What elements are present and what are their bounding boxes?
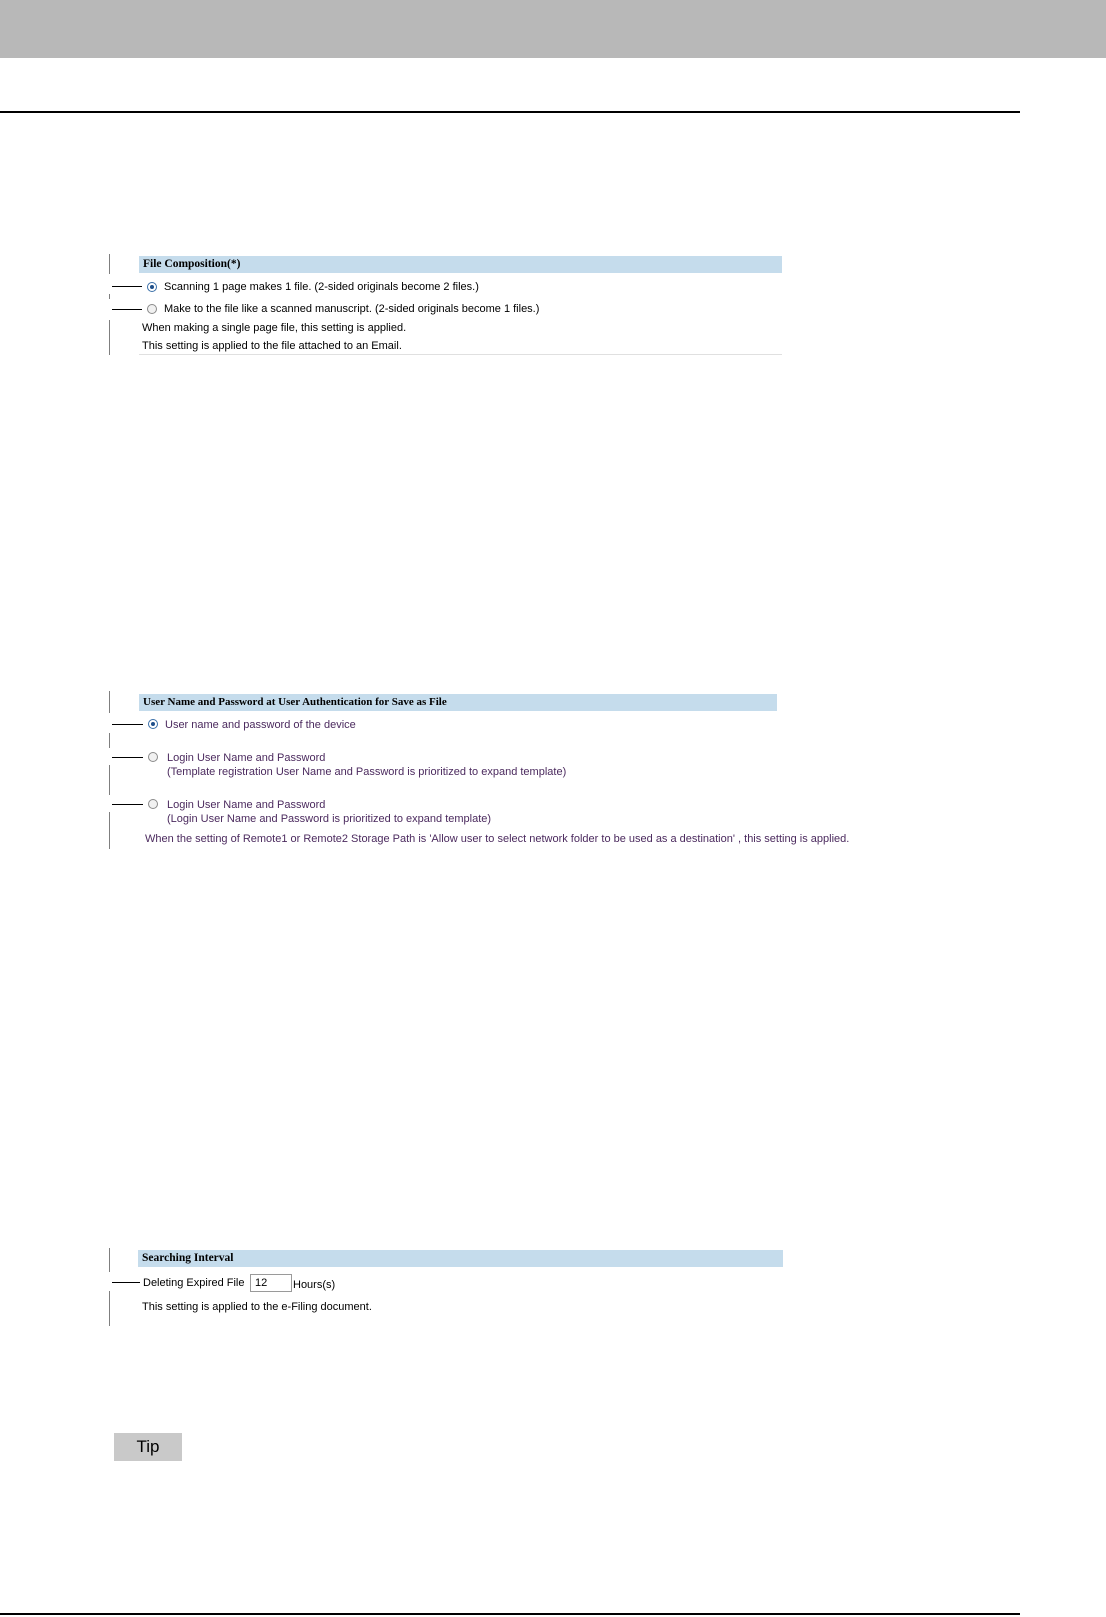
device-credentials-label: User name and password of the device [165,719,356,731]
login-credentials-priority-radio[interactable] [148,799,158,809]
tip-label: Tip [114,1433,182,1461]
email-attachment-note: This setting is applied to the file attached to an Email. [142,340,402,352]
hours-unit-label: Hours(s) [293,1279,336,1291]
callout-line [112,309,142,310]
callout-bracket [109,733,110,748]
header-rule [0,111,1020,113]
page-header-band [0,0,1106,58]
callout-bracket [109,254,110,274]
panel-divider [139,354,782,355]
searching-interval-header: Searching Interval [138,1250,783,1267]
callout-bracket [109,320,110,355]
remote-storage-note: When the setting of Remote1 or Remote2 Storage Path is 'Allow user to select network folder to be used as a destination' , this setting is applied. [145,833,850,845]
scan-1-page-1-file-label: Scanning 1 page makes 1 file. (2-sided originals become 2 files.) [164,281,479,293]
user-auth-header: User Name and Password at User Authentication for Save as File [139,694,777,711]
device-credentials-radio[interactable] [148,719,158,729]
callout-line [112,286,142,287]
login-credentials-template-sub: (Template registration User Name and Password is prioritized to expand template) [167,766,567,778]
scan-1-page-1-file-radio[interactable] [147,282,157,292]
callout-bracket [109,1248,110,1272]
login-credentials-template-radio[interactable] [148,752,158,762]
callout-bracket [109,691,110,713]
scanned-manuscript-label: Make to the file like a scanned manuscript. (2-sided originals become 1 files.) [164,303,540,315]
callout-bracket [109,765,110,795]
login-credentials-priority-label: Login User Name and Password [167,799,326,811]
scanned-manuscript-radio[interactable] [147,304,157,314]
deleting-expired-file-label: Deleting Expired File [143,1277,245,1289]
callout-line [112,804,143,805]
callout-line [112,724,143,725]
callout-bracket [109,294,110,299]
login-credentials-priority-sub: (Login User Name and Password is prioritized to expand template) [167,813,492,825]
single-page-note: When making a single page file, this setting is applied. [142,322,407,334]
callout-bracket [109,812,110,849]
callout-bracket [109,1291,110,1326]
callout-line [112,1282,140,1283]
e-filing-note: This setting is applied to the e-Filing document. [142,1301,372,1313]
deleting-expired-file-input[interactable]: 12 [250,1274,292,1292]
footer-rule [0,1613,1020,1615]
callout-line [112,757,143,758]
login-credentials-template-label: Login User Name and Password [167,752,326,764]
file-composition-header: File Composition(*) [139,256,782,273]
